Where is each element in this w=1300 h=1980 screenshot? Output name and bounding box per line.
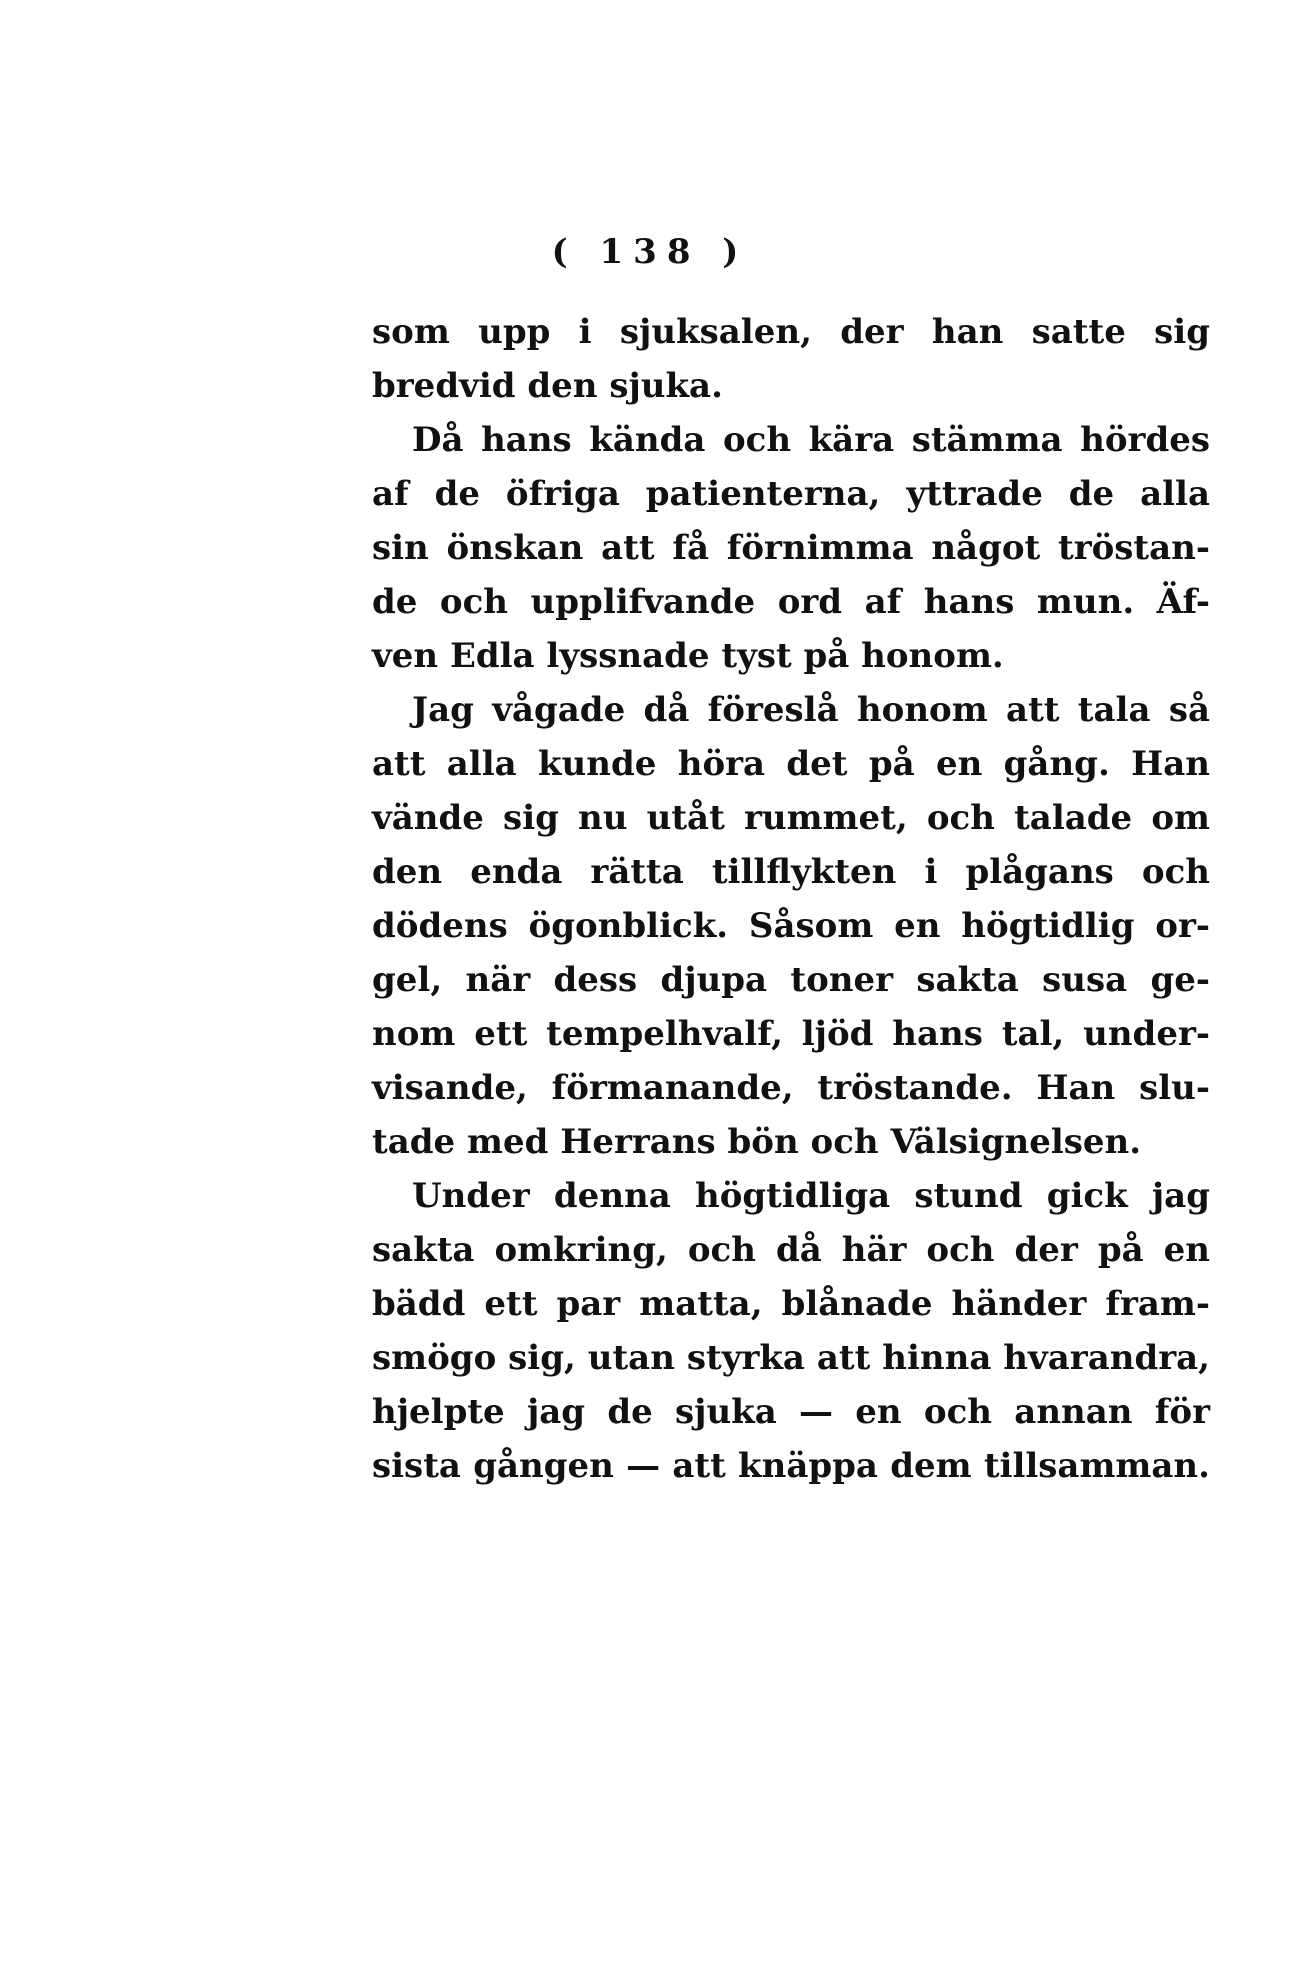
text-line: af de öfriga patienterna, yttrade de alla	[372, 474, 1210, 514]
text-line: smögo sig, utan styrka att hinna hvarandra,	[372, 1338, 1210, 1378]
text-line: Jag vågade då föreslå honom att tala så	[412, 690, 1210, 730]
text-line: sakta omkring, och då här och der på en	[372, 1230, 1210, 1270]
text-line: ven Edla lyssnade tyst på honom.	[372, 636, 1004, 676]
text-line: gel, när dess djupa toner sakta susa ge-	[372, 960, 1210, 1000]
text-line: den enda rätta tillflykten i plågans och	[372, 852, 1210, 892]
text-line: Då hans kända och kära stämma hördes	[412, 420, 1210, 460]
text-line: sista gången — att knäppa dem tillsamman.	[372, 1446, 1210, 1486]
text-line: hjelpte jag de sjuka — en och annan för	[372, 1392, 1210, 1432]
text-line: tade med Herrans bön och Välsignelsen.	[372, 1122, 1142, 1162]
text-line: bädd ett par matta, blånade händer fram-	[372, 1284, 1210, 1324]
page-number: ( 138 )	[551, 232, 749, 272]
text-line: bredvid den sjuka.	[372, 366, 723, 406]
text-line: som upp i sjuksalen, der han satte sig	[372, 312, 1210, 352]
text-line: att alla kunde höra det på en gång. Han	[372, 744, 1210, 784]
text-line: dödens ögonblick. Såsom en högtidlig or-	[372, 906, 1210, 946]
body-text	[372, 305, 1210, 1493]
text-line: Under denna högtidliga stund gick jag	[412, 1176, 1210, 1216]
text-line: nom ett tempelhvalf, ljöd hans tal, under-	[372, 1014, 1210, 1054]
text-line: vände sig nu utåt rummet, och talade om	[372, 798, 1210, 838]
text-line: sin önskan att få förnimma något tröstan-	[372, 528, 1210, 568]
text-line: de och upplifvande ord af hans mun. Äf-	[372, 582, 1210, 622]
text-line: visande, förmanande, tröstande. Han slu-	[372, 1068, 1210, 1108]
